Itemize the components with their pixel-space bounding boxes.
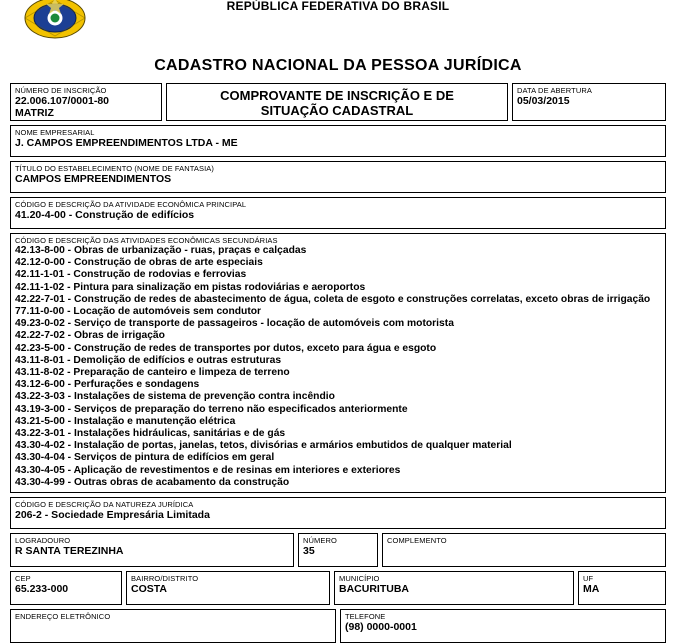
list-item: 43.19-3-00 - Serviços de preparação do terreno não especificados anteriormente bbox=[15, 403, 408, 415]
endereco-row-1 bbox=[10, 533, 666, 567]
endereco-row-2 bbox=[10, 571, 666, 605]
inscricao-label: NÚMERO DE INSCRIÇÃO bbox=[15, 86, 107, 95]
cep-box bbox=[10, 571, 122, 605]
inscricao-value: 22.006.107/0001-80 bbox=[15, 95, 110, 107]
uf-value: MA bbox=[583, 583, 600, 596]
comprovante-box bbox=[166, 83, 508, 121]
email-box bbox=[10, 609, 336, 643]
numero-value: 35 bbox=[303, 545, 315, 558]
logradouro-label: LOGRADOURO bbox=[15, 536, 71, 546]
uf-box bbox=[578, 571, 666, 605]
telefone-value: (98) 0000-0001 bbox=[345, 621, 417, 634]
telefone-label: TELEFONE bbox=[345, 612, 386, 622]
bairro-label: BAIRRO/DISTRITO bbox=[131, 574, 199, 584]
list-item: 42.13-8-00 - Obras de urbanização - ruas, praças e calçadas bbox=[15, 245, 307, 256]
complemento-value bbox=[383, 545, 665, 548]
republic-title: REPÚBLICA FEDERATIVA DO BRASIL bbox=[226, 0, 450, 13]
abertura-box bbox=[512, 83, 666, 121]
cnae-principal-label: CÓDIGO E DESCRIÇÃO DA ATIVIDADE ECONÔMICA PRINCIPAL bbox=[15, 200, 247, 209]
list-item: 42.23-5-00 - Construção de redes de transportes por dutos, exceto para água e esgoto bbox=[15, 342, 437, 354]
list-item: 43.30-4-04 - Serviços de pintura de edifícios em geral bbox=[15, 452, 275, 464]
list-item: 43.22-3-01 - Instalações hidráulicas, sanitárias e de gás bbox=[15, 428, 286, 440]
list-item: 43.11-8-02 - Preparação de canteiro e limpeza de terreno bbox=[15, 367, 290, 379]
list-item: 49.23-0-02 - Serviço de transporte de passageiros - locação de automóveis com motorista bbox=[15, 318, 454, 330]
cnae-secundarias-list bbox=[11, 245, 665, 490]
natureza-juridica-value: 206-2 - Sociedade Empresária Limitada bbox=[15, 509, 210, 522]
document-header bbox=[10, 0, 666, 48]
titulo-estabelecimento-box bbox=[10, 161, 666, 193]
cnae-secundarias-label: CÓDIGO E DESCRIÇÃO DAS ATIVIDADES ECONÔMICAS SECUNDÁRIAS bbox=[15, 236, 278, 245]
cnae-principal-box bbox=[10, 197, 666, 229]
list-item: 42.12-0-00 - Construção de obras de arte especiais bbox=[15, 257, 263, 269]
bairro-value: COSTA bbox=[131, 583, 167, 596]
nome-empresarial-label: NOME EMPRESARIAL bbox=[15, 128, 95, 137]
list-item: 42.22-7-02 - Obras de irrigação bbox=[15, 330, 165, 342]
list-item: 43.30-4-02 - Instalação de portas, janelas, tetos, divisórias e armários embutidos de qualquer material bbox=[15, 440, 512, 452]
municipio-value: BACURITUBA bbox=[339, 583, 409, 596]
comprovante-line2: SITUAÇÃO CADASTRAL bbox=[260, 103, 414, 118]
list-item: 43.12-6-00 - Perfurações e sondagens bbox=[15, 379, 200, 391]
nome-empresarial-value: J. CAMPOS EMPREENDIMENTOS LTDA - ME bbox=[15, 137, 238, 149]
uf-label: UF bbox=[583, 574, 594, 584]
complemento-label: COMPLEMENTO bbox=[387, 536, 447, 546]
top-row bbox=[10, 83, 666, 121]
list-item: 77.11-0-00 - Locação de automóveis sem condutor bbox=[15, 306, 262, 318]
natureza-juridica-box bbox=[10, 497, 666, 529]
email-value bbox=[11, 621, 335, 624]
natureza-juridica-label: CÓDIGO E DESCRIÇÃO DA NATUREZA JURÍDICA bbox=[15, 500, 194, 510]
municipio-box bbox=[334, 571, 574, 605]
municipio-label: MUNICÍPIO bbox=[339, 574, 380, 584]
list-item: 42.11-1-01 - Construção de rodovias e ferrovias bbox=[15, 269, 247, 281]
telefone-box bbox=[340, 609, 666, 643]
numero-label: NÚMERO bbox=[303, 536, 337, 546]
complemento-box bbox=[382, 533, 666, 567]
page-title: CADASTRO NACIONAL DA PESSOA JURÍDICA bbox=[154, 57, 522, 74]
list-item: 43.22-3-03 - Instalações de sistema de prevenção contra incêndio bbox=[15, 391, 335, 403]
inscricao-type: MATRIZ bbox=[15, 107, 54, 119]
list-item: 43.30-4-05 - Aplicação de revestimentos e de resinas em interiores e exteriores bbox=[15, 464, 401, 476]
list-item: 42.11-1-02 - Pintura para sinalização em pistas rodoviárias e aeroportos bbox=[15, 281, 366, 293]
numero-box bbox=[298, 533, 378, 567]
abertura-label: DATA DE ABERTURA bbox=[517, 86, 592, 95]
cep-label: CEP bbox=[15, 574, 31, 584]
cnae-secundarias-box bbox=[10, 233, 666, 493]
abertura-value: 05/03/2015 bbox=[517, 95, 570, 107]
email-label: ENDEREÇO ELETRÔNICO bbox=[15, 612, 111, 622]
list-item: 43.30-4-99 - Outras obras de acabamento da construção bbox=[15, 476, 290, 488]
inscricao-box bbox=[10, 83, 162, 121]
titulo-estabelecimento-label: TÍTULO DO ESTABELECIMENTO (NOME DE FANTASIA) bbox=[15, 164, 215, 173]
list-item: 42.22-7-01 - Construção de redes de abastecimento de água, coleta de esgoto e construções correlatas, exceto obras de irrigação bbox=[15, 293, 651, 305]
list-item: 43.11-8-01 - Demolição de edifícios e outras estruturas bbox=[15, 354, 282, 366]
bairro-box bbox=[126, 571, 330, 605]
brasao-icon bbox=[23, 0, 87, 40]
cep-value: 65.233-000 bbox=[15, 583, 69, 596]
logradouro-box bbox=[10, 533, 294, 567]
logradouro-value: R SANTA TEREZINHA bbox=[15, 545, 124, 558]
nome-empresarial-box bbox=[10, 125, 666, 157]
list-item: 43.21-5-00 - Instalação e manutenção elétrica bbox=[15, 415, 236, 427]
comprovante-line1: COMPROVANTE DE INSCRIÇÃO E DE bbox=[220, 88, 454, 103]
titulo-estabelecimento-value: CAMPOS EMPREENDIMENTOS bbox=[15, 173, 172, 185]
contato-row bbox=[10, 609, 666, 643]
cnae-principal-value: 41.20-4-00 - Construção de edifícios bbox=[15, 209, 195, 221]
